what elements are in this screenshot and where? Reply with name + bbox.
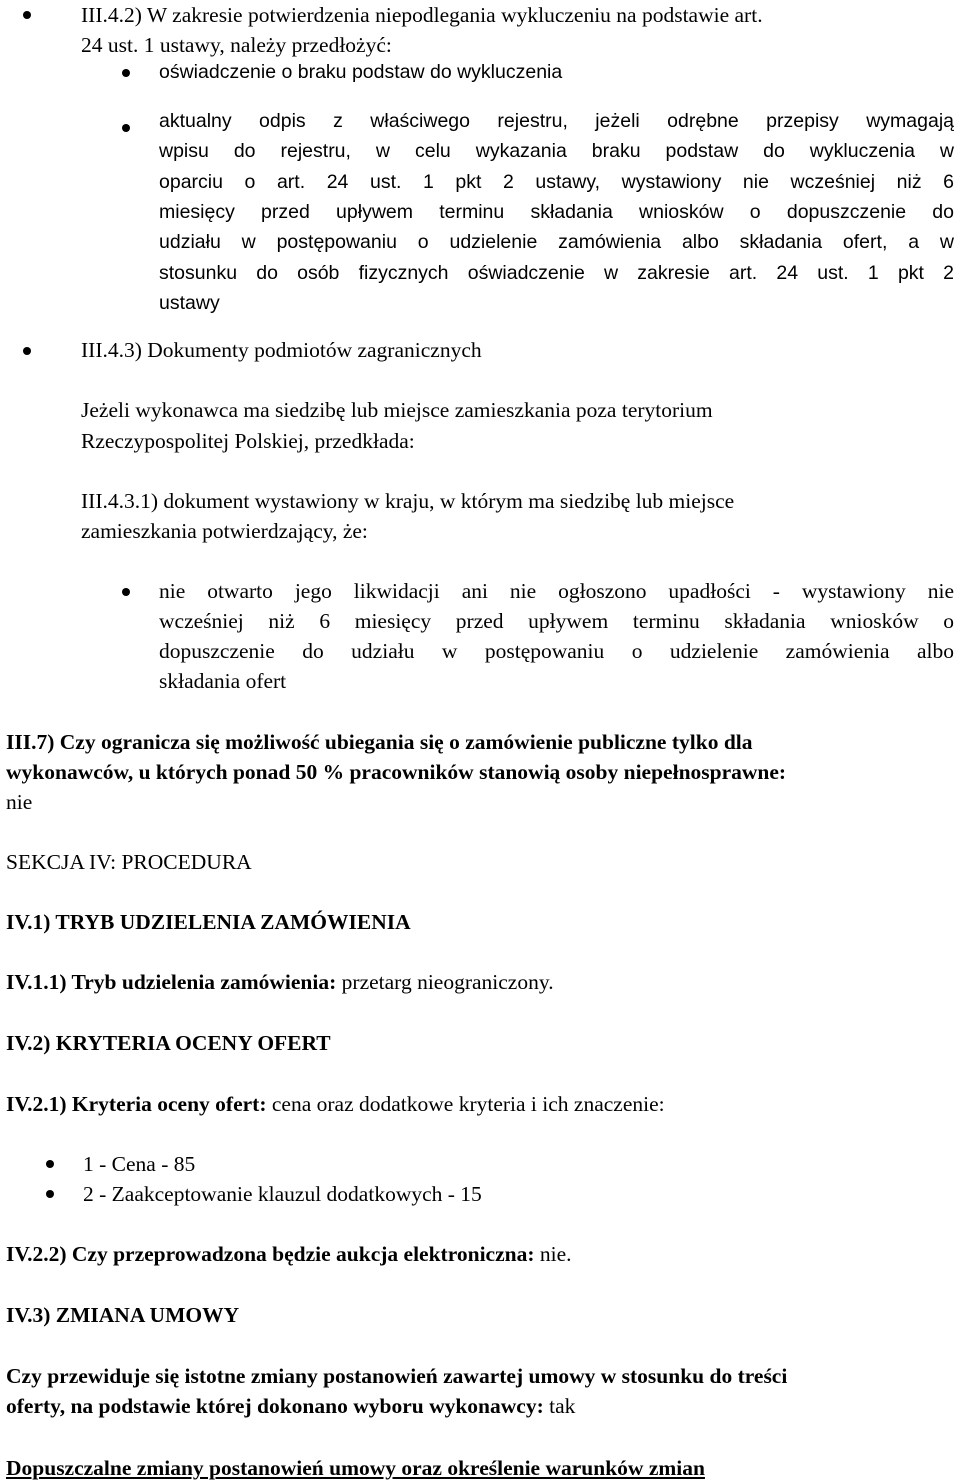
zmiana-question-line-2: oferty, na podstawie której dokonano wyboru wykonawcy: xyxy=(6,1394,544,1418)
section-7-question-line-1: III.7) Czy ogranicza się możliwość ubiegania się o zamówienie publiczne tylko dla xyxy=(6,730,753,754)
kryteria-row xyxy=(6,1091,665,1117)
section-7-question-line-2: wykonawców, u których ponad 50 % pracowników stanowią osoby niepełnosprawne: xyxy=(6,760,787,784)
list-item-line: wcześniej niż 6 miesięcy przed upływem terminu składania wniosków o xyxy=(159,609,954,633)
section-7-answer: nie xyxy=(6,790,33,814)
bullet-icon xyxy=(23,347,31,355)
tryb-row xyxy=(6,969,554,995)
list-item-line: oparciu o art. 24 ust. 1 pkt 2 ustawy, wystawiony nie wcześniej niż 6 xyxy=(159,171,954,193)
kryteria-label: IV.2.1) Kryteria oceny ofert: xyxy=(6,1092,267,1116)
criteria-item-1: 1 - Cena - 85 xyxy=(83,1152,196,1176)
section-4-3-intro-line-1: Jeżeli wykonawca ma siedzibę lub miejsce zamieszkania poza terytorium xyxy=(81,398,713,422)
kryteria-heading: IV.2) KRYTERIA OCENY OFERT xyxy=(6,1031,331,1055)
section-4-3-1-line-1: III.4.3.1) dokument wystawiony w kraju, w którym ma siedzibę lub miejsce xyxy=(81,489,735,513)
aukcja-row xyxy=(6,1241,572,1267)
section-4-2-heading-line-2: 24 ust. 1 ustawy, należy przedłożyć: xyxy=(81,33,392,57)
list-item-line: wpisu do rejestru, w celu wykazania braku podstaw do wykluczenia w xyxy=(159,140,954,162)
section-4-3-1-line-2: zamieszkania potwierdzający, że: xyxy=(81,519,368,543)
list-item-line: stosunku do osób fizycznych oświadczenie w zakresie art. 24 ust. 1 pkt 2 xyxy=(159,262,954,284)
list-item-line: nie otwarto jego likwidacji ani nie ogłoszono upadłości - wystawiony nie xyxy=(159,579,954,603)
list-item-line: miesięcy przed upływem terminu składania wniosków o dopuszczenie do xyxy=(159,201,954,223)
list-item-line: ustawy xyxy=(159,292,220,314)
list-item-line: aktualny odpis z właściwego rejestru, jeżeli odrębne przepisy wymagają xyxy=(159,110,954,132)
bullet-icon xyxy=(122,124,130,132)
kryteria-value: cena oraz dodatkowe kryteria i ich znaczenie: xyxy=(271,1092,665,1116)
bullet-icon xyxy=(46,1160,54,1168)
bullet-icon xyxy=(23,11,31,19)
section-4-2-heading-line-1: III.4.2) W zakresie potwierdzenia niepodlegania wykluczeniu na podstawie art. xyxy=(81,3,763,27)
section-4-3-intro-line-2: Rzeczypospolitej Polskiej, przedkłada: xyxy=(81,429,415,453)
zmiana-answer: tak xyxy=(549,1394,576,1418)
list-item-line: dopuszczenie do udziału w postępowaniu o udzielenie zamówienia albo xyxy=(159,639,954,663)
tryb-value: przetarg nieograniczony. xyxy=(341,970,554,994)
tryb-label: IV.1.1) Tryb udzielenia zamówienia: xyxy=(6,970,337,994)
list-item-line: składania ofert xyxy=(159,669,287,693)
bullet-icon xyxy=(46,1190,54,1198)
aukcja-value: nie. xyxy=(539,1242,572,1266)
section-4-3-heading: III.4.3) Dokumenty podmiotów zagranicznych xyxy=(81,338,482,362)
list-item-line: udziału w postępowaniu o udzielenie zamówienia albo składania ofert, a w xyxy=(159,231,954,253)
dopuszczalne-zmiany-heading: Dopuszczalne zmiany postanowień umowy oraz określenie warunków zmian xyxy=(6,1456,705,1480)
zmiana-question-row xyxy=(6,1393,575,1419)
bullet-icon xyxy=(122,588,130,596)
tryb-heading: IV.1) TRYB UDZIELENIA ZAMÓWIENIA xyxy=(6,910,411,934)
aukcja-label: IV.2.2) Czy przeprowadzona będzie aukcja elektroniczna: xyxy=(6,1242,535,1266)
bullet-icon xyxy=(122,69,130,77)
zmiana-heading: IV.3) ZMIANA UMOWY xyxy=(6,1303,240,1327)
list-item: oświadczenie o braku podstaw do wykluczenia xyxy=(159,61,563,83)
section-iv-title: SEKCJA IV: PROCEDURA xyxy=(6,850,252,874)
zmiana-question-line-1: Czy przewiduje się istotne zmiany postanowień zawartej umowy w stosunku do treści xyxy=(6,1364,788,1388)
criteria-item-2: 2 - Zaakceptowanie klauzul dodatkowych - 15 xyxy=(83,1182,482,1206)
